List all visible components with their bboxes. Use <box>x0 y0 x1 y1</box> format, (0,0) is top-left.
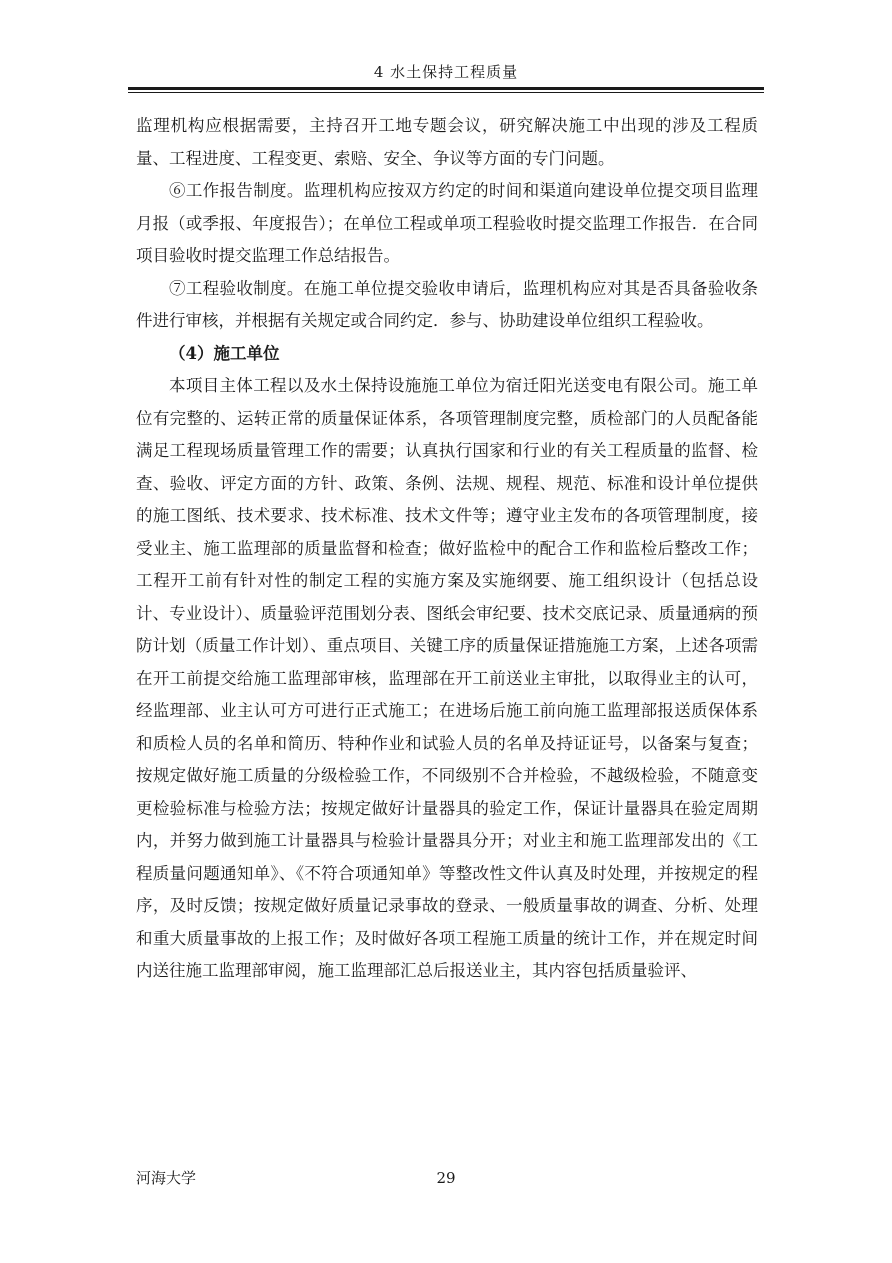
page-number: 29 <box>436 1169 456 1187</box>
paragraph-construction-unit: 本项目主体工程以及水土保持设施施工单位为宿迁阳光送变电有限公司。施工单位有完整的、运转正常的质量保证体系，各项管理制度完整，质检部门的人员配备能满足工程现场质量管理工作的需要；认真执行国家和行业的有关工程质量的监督、检查、验收、评定方面的方针、政策、条例、法规、规程、规范、标准和设计单位提供的施工图纸、技术要求、技术标准、技术文件等；遵守业主发布的各项管理制度，接受业主、施工监理部的质量监督和检查；做好监检中的配合工作和监检后整改工作；工程开工前有针对性的制定工程的实施方案及实施纲要、施工组织设计（包括总设计、专业设计）、质量验评范围划分表、图纸会审纪要、技术交底记录、质量通病的预防计划（质量工作计划）、重点项目、关键工序的质量保证措施施工方案，上述各项需在开工前提交给施工监理部审核，监理部在开工前送业主审批，以取得业主的认可，经监理部、业主认可方可进行正式施工；在进场后施工前向施工监理部报送质保体系和质检人员的名单和简历、特种作业和试验人员的名单及持证证号，以备案与复查；按规定做好施工质量的分级检验工作，不同级别不合并检验，不越级检验，不随意变更检验标准与检验方法；按规定做好计量器具的验定工作，保证计量器具在验定周期内，并努力做到施工计量器具与检验计量器具分开；对业主和施工监理部发出的《工程质量问题通知单》、《不符合项通知单》等整改性文件认真及时处理，并按规定的程序，及时反馈；按规定做好质量记录事故的登录、一般质量事故的调查、分析、处理和重大质量事故的上报工作；及时做好各项工程施工质量的统计工作，并在规定时间内送往施工监理部审阅，施工监理部汇总后报送业主，其内容包括质量验评、 <box>136 376 758 980</box>
page-header: 4 水土保持工程质量 <box>373 63 519 81</box>
header-rule-thin <box>128 92 764 93</box>
paragraph-work-report: ⑥工作报告制度。监理机构应按双方约定的时间和渠道向建设单位提交项目监理月报（或季报、年度报告）；在单位工程或单项工程验收时提交监理工作报告．在合同项目验收时提交监理工作总结报告。 <box>136 181 758 265</box>
section-heading: （4）施工单位 <box>169 343 280 363</box>
document-body <box>136 110 758 988</box>
footer-institution: 河海大学 <box>136 1169 197 1187</box>
paragraph-continuation: 监理机构应根据需要，主持召开工地专题会议，研究解决施工中出现的涉及工程质量、工程进度、工程变更、索赔、安全、争议等方面的专门问题。 <box>136 116 758 168</box>
paragraph-acceptance: ⑦工程验收制度。在施工单位提交验收申请后，监理机构应对其是否具备验收条件进行审核，并根据有关规定或合同约定．参与、协助建设单位组织工程验收。 <box>136 278 758 330</box>
header-rule-thick <box>128 87 764 90</box>
